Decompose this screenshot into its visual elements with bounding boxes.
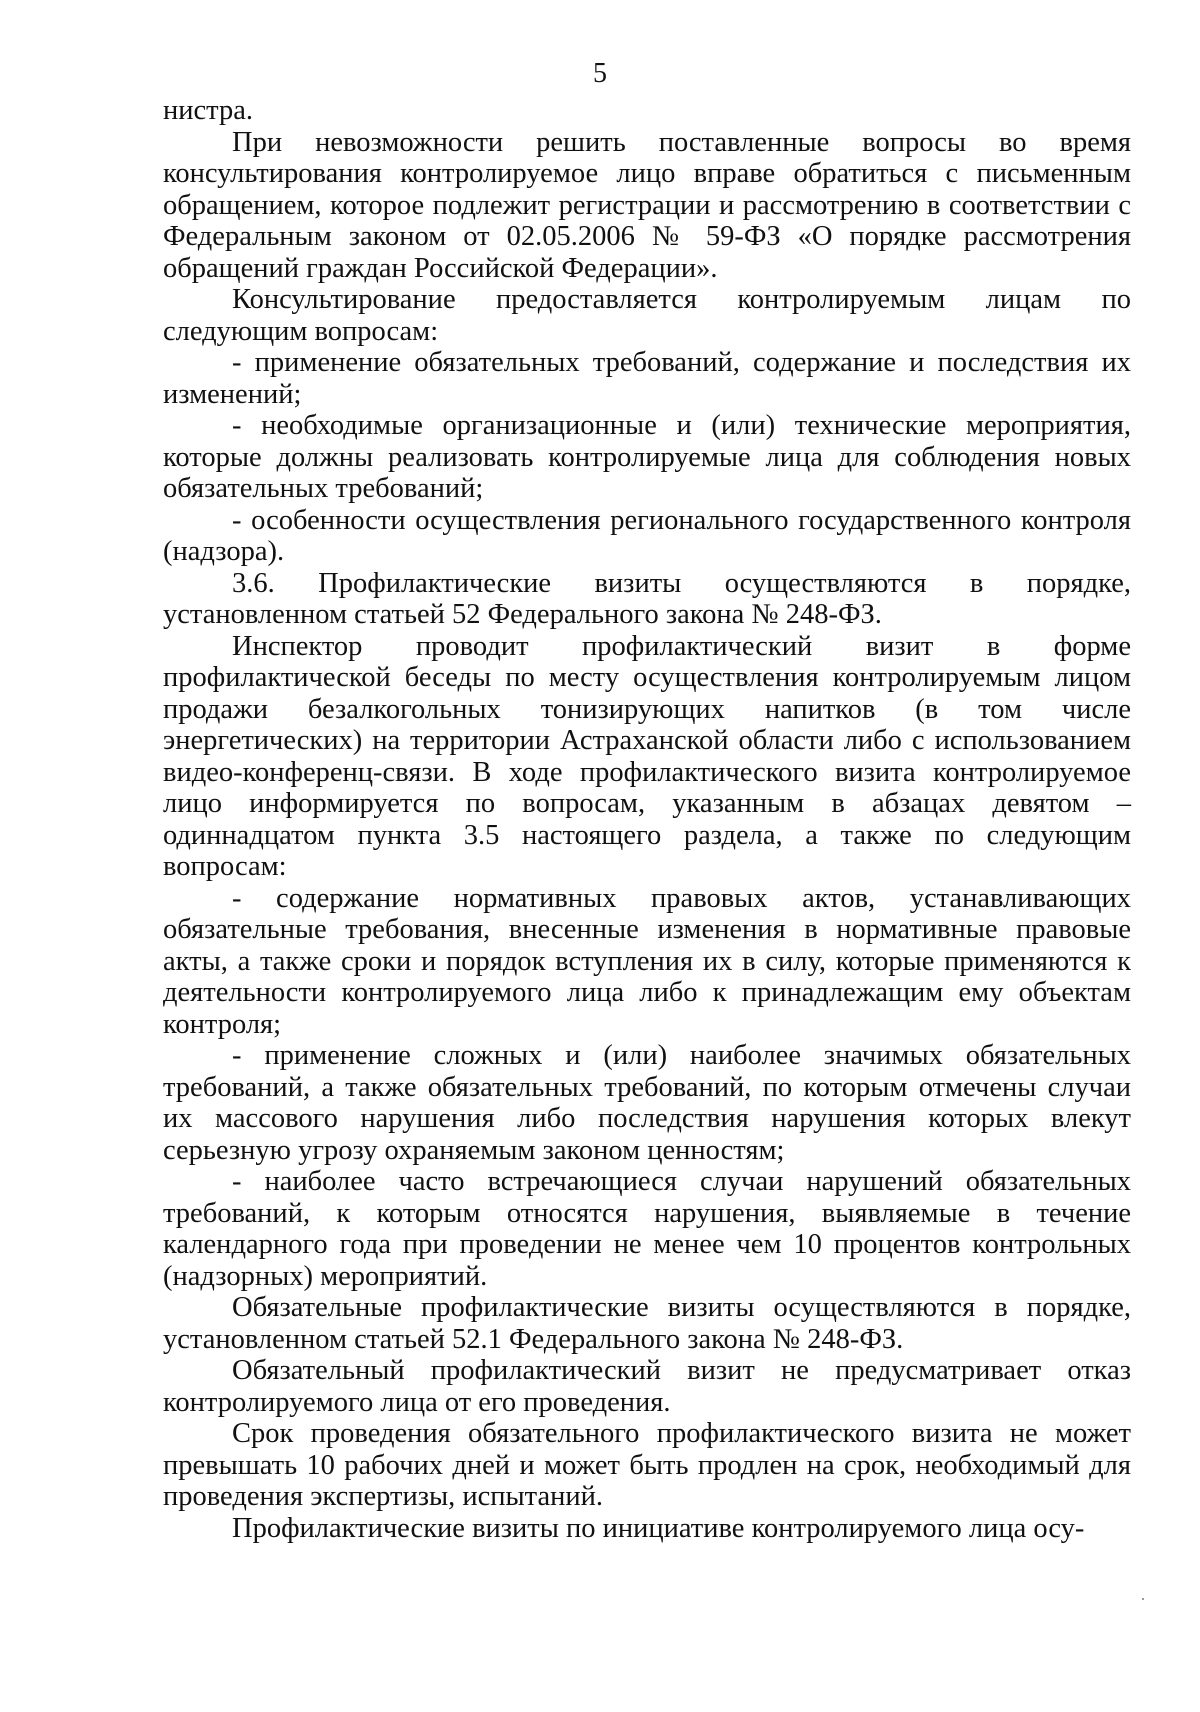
paragraph: нистра. [163, 95, 253, 126]
list-item: - содержание нормативных правовых актов, устанавливающих обязательные требования, внесенные изменения в нормативные правовые акты, а также сроки и порядок вступления их в силу, которые применяются к деятельности контролируемого лица либо к принадлежащим ему объектам контроля; [163, 882, 1131, 1040]
list-item: - особенности осуществления регионального государственного контроля (надзора). [163, 504, 1131, 567]
scan-speck [1142, 1598, 1144, 1600]
paragraph: Консультирование предоставляется контролируемым лицам по следующим вопросам: [163, 284, 1131, 347]
paragraph: При невозможности решить поставленные вопросы во время консультирования контролируемое лицо вправе обратиться с письменным обращением, которое подлежит регистрации и рассмотрению в соответствии с Федеральным законом от 02.05.2006 № 59-ФЗ «О порядке рассмотрения обращений граждан Российской Федерации». [163, 126, 1131, 284]
paragraph: 3.6. Профилактические визиты осуществляются в порядке, установленном статьей 52 Федерального закона № 248-ФЗ. [163, 567, 1131, 630]
page-number: 5 [593, 58, 607, 89]
paragraph: Инспектор проводит профилактический визит в форме профилактической беседы по месту осуществления контролируемым лицом продажи безалкогольных тонизирующих напитков (в том числе энергетических) на территории Астраханской области либо с использованием видео-конференц-связи. В ходе профилактического визита контролируемое лицо информируется по вопросам, указанным в абзацах девятом – одиннадцатом пункта 3.5 настоящего раздела, а также по следующим вопросам: [163, 630, 1131, 882]
paragraph: Обязательные профилактические визиты осуществляются в порядке, установленном статьей 52.1 Федерального закона № 248-ФЗ. [163, 1292, 1131, 1355]
body-text [163, 95, 1131, 1544]
paragraph: Профилактические визиты по инициативе контролируемого лица осу- [232, 1512, 1085, 1544]
list-item: - применение обязательных требований, содержание и последствия их изменений; [163, 347, 1131, 410]
list-item: - необходимые организационные и (или) технические мероприятия, которые должны реализовать контролируемые лица для соблюдения новых обязательных требований; [163, 410, 1131, 504]
list-item: - применение сложных и (или) наиболее значимых обязательных требований, а также обязательных требований, по которым отмечены случаи их массового нарушения либо последствия нарушения которых влекут серьезную угрозу охраняемым законом ценностям; [163, 1040, 1131, 1166]
list-item: - наиболее часто встречающиеся случаи нарушений обязательных требований, к которым относятся нарушения, выявляемые в течение календарного года при проведении не менее чем 10 процентов контрольных (надзорных) мероприятий. [163, 1166, 1131, 1292]
paragraph: Обязательный профилактический визит не предусматривает отказ контролируемого лица от его проведения. [163, 1355, 1131, 1418]
paragraph: Срок проведения обязательного профилактического визита не может превышать 10 рабочих дней и может быть продлен на срок, необходимый для проведения экспертизы, испытаний. [163, 1418, 1131, 1512]
